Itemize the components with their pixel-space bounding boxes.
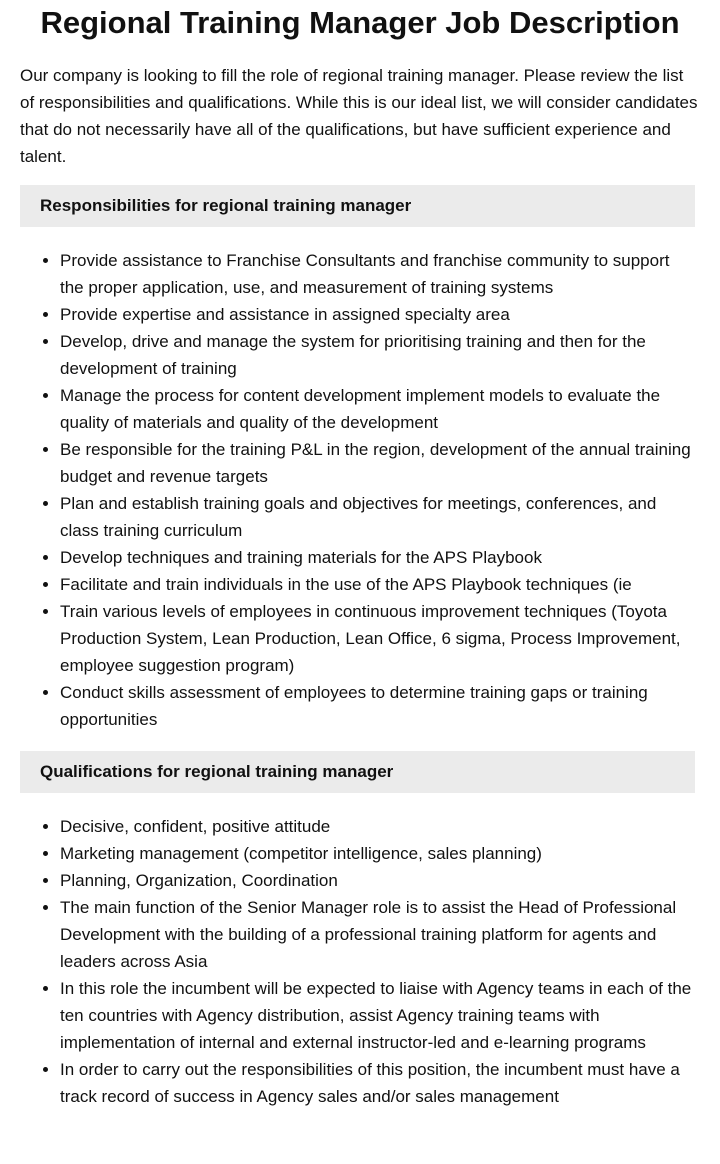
list-item: • Provide expertise and assistance in assigned specialty area bbox=[60, 301, 695, 328]
page-title: Regional Training Manager Job Description bbox=[40, 5, 680, 40]
list-item: • Provide assistance to Franchise Consultants and franchise community to support the proper application, use, and measurement of training systems bbox=[60, 247, 695, 301]
list-item: • In this role the incumbent will be expected to liaise with Agency teams in each of the ten countries with Agency distribution, assist Agency training teams with implementation of internal and external instructor-led and e-learning programs bbox=[60, 975, 695, 1056]
qualifications-heading: Qualifications for regional training manager bbox=[20, 751, 695, 793]
responsibilities-heading: Responsibilities for regional training manager bbox=[20, 185, 695, 227]
list-item: • Develop techniques and training materials for the APS Playbook bbox=[60, 544, 695, 571]
list-item: • Manage the process for content development implement models to evaluate the quality of materials and quality of the development bbox=[60, 382, 695, 436]
list-item: • Develop, drive and manage the system for prioritising training and then for the development of training bbox=[60, 328, 695, 382]
list-item: • Marketing management (competitor intelligence, sales planning) bbox=[60, 840, 695, 867]
list-item: • Planning, Organization, Coordination bbox=[60, 867, 695, 894]
responsibilities-list bbox=[20, 247, 695, 733]
list-item: • Be responsible for the training P&L in the region, development of the annual training budget and revenue targets bbox=[60, 436, 695, 490]
intro-paragraph: Our company is looking to fill the role of regional training manager. Please review the list of responsibilities and qualifications. While this is our ideal list, we will consider candidates that do not necessarily have all of the qualifications, but have sufficient experience and talent. bbox=[20, 66, 698, 166]
list-item: • Train various levels of employees in continuous improvement techniques (Toyota Production System, Lean Production, Lean Office, 6 sigma, Process Improvement, employee suggestion program) bbox=[60, 598, 695, 679]
list-item: • Decisive, confident, positive attitude bbox=[60, 813, 695, 840]
list-item: • The main function of the Senior Manager role is to assist the Head of Professional Development with the building of a professional training platform for agents and leaders across Asia bbox=[60, 894, 695, 975]
list-item: • Conduct skills assessment of employees to determine training gaps or training opportunities bbox=[60, 679, 695, 733]
list-item: • Facilitate and train individuals in the use of the APS Playbook techniques (ie bbox=[60, 571, 695, 598]
list-item: • Plan and establish training goals and objectives for meetings, conferences, and class training curriculum bbox=[60, 490, 695, 544]
qualifications-list bbox=[20, 813, 695, 1110]
list-item: • In order to carry out the responsibilities of this position, the incumbent must have a track record of success in Agency sales and/or sales management bbox=[60, 1056, 695, 1110]
